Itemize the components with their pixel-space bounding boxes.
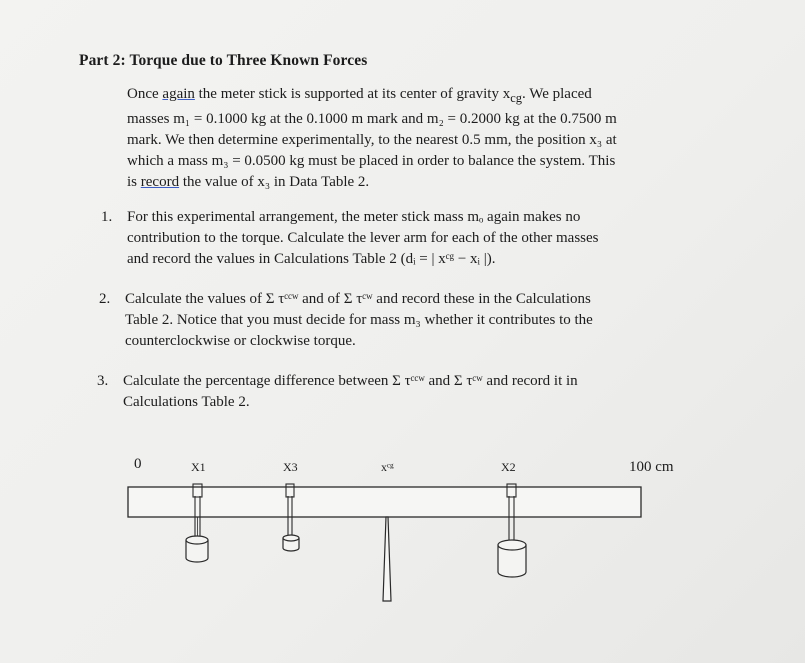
question-line: counterclockwise or clockwise torque. [125, 333, 356, 349]
intro-line-3: mark. We then determine experimentally, to the nearest 0.5 mm, the position x₃ at [127, 132, 617, 148]
mass-2-cylinder [498, 540, 526, 577]
fulcrum-support [383, 517, 391, 601]
mass-3-cylinder [283, 535, 299, 551]
underlined-word-again: again [162, 86, 195, 102]
label-x2: X2 [501, 460, 516, 474]
intro-text: the meter stick is supported at its center of gravity x [194, 86, 511, 102]
question-line: and record the values in Calculations Table 2 (dᵢ = | xᶜᵍ − xᵢ |). [127, 251, 496, 267]
intro-line-4: which a mass m₃ = 0.0500 kg must be placed in order to balance the system. This [127, 153, 616, 169]
mass-1-cylinder [186, 536, 208, 562]
question-line: contribution to the torque. Calculate the lever arm for each of the other masses [127, 230, 599, 246]
question-line: Calculations Table 2. [123, 394, 250, 410]
question-line: Calculate the percentage difference between Σ τᶜᶜʷ and Σ τᶜʷ and record it in [123, 373, 578, 389]
section-heading: Part 2: Torque due to Three Known Forces [79, 52, 368, 69]
question-line: Table 2. Notice that you must decide for mass m₃ whether it contributes to the [125, 312, 593, 328]
underlined-word-record: record [140, 174, 180, 190]
label-xcg: xᶜᵍ [381, 460, 394, 474]
question-number: 1. [101, 209, 113, 225]
label-zero: 0 [134, 456, 142, 472]
intro-text: is [127, 174, 141, 190]
label-100cm: 100 cm [629, 459, 674, 475]
question-line: Calculate the values of Σ τᶜᶜʷ and of Σ τᶜʷ and record these in the Calculations [125, 291, 591, 307]
label-x3: X3 [283, 460, 298, 474]
cg-subscript: cg [510, 91, 523, 105]
meter-stick [128, 487, 641, 517]
label-x1: X1 [191, 460, 206, 474]
intro-text: . We placed [522, 86, 592, 102]
intro-text: the value of x₃ in Data Table 2. [179, 174, 370, 190]
intro-text: Once [127, 86, 163, 102]
question-number: 2. [99, 291, 111, 307]
intro-line-2: masses m₁ = 0.1000 kg at the 0.1000 m mark and m₂ = 0.2000 kg at the 0.7500 m [127, 111, 617, 127]
question-number: 3. [97, 373, 109, 389]
question-line: For this experimental arrangement, the meter stick mass mₒ again makes no [127, 209, 581, 225]
